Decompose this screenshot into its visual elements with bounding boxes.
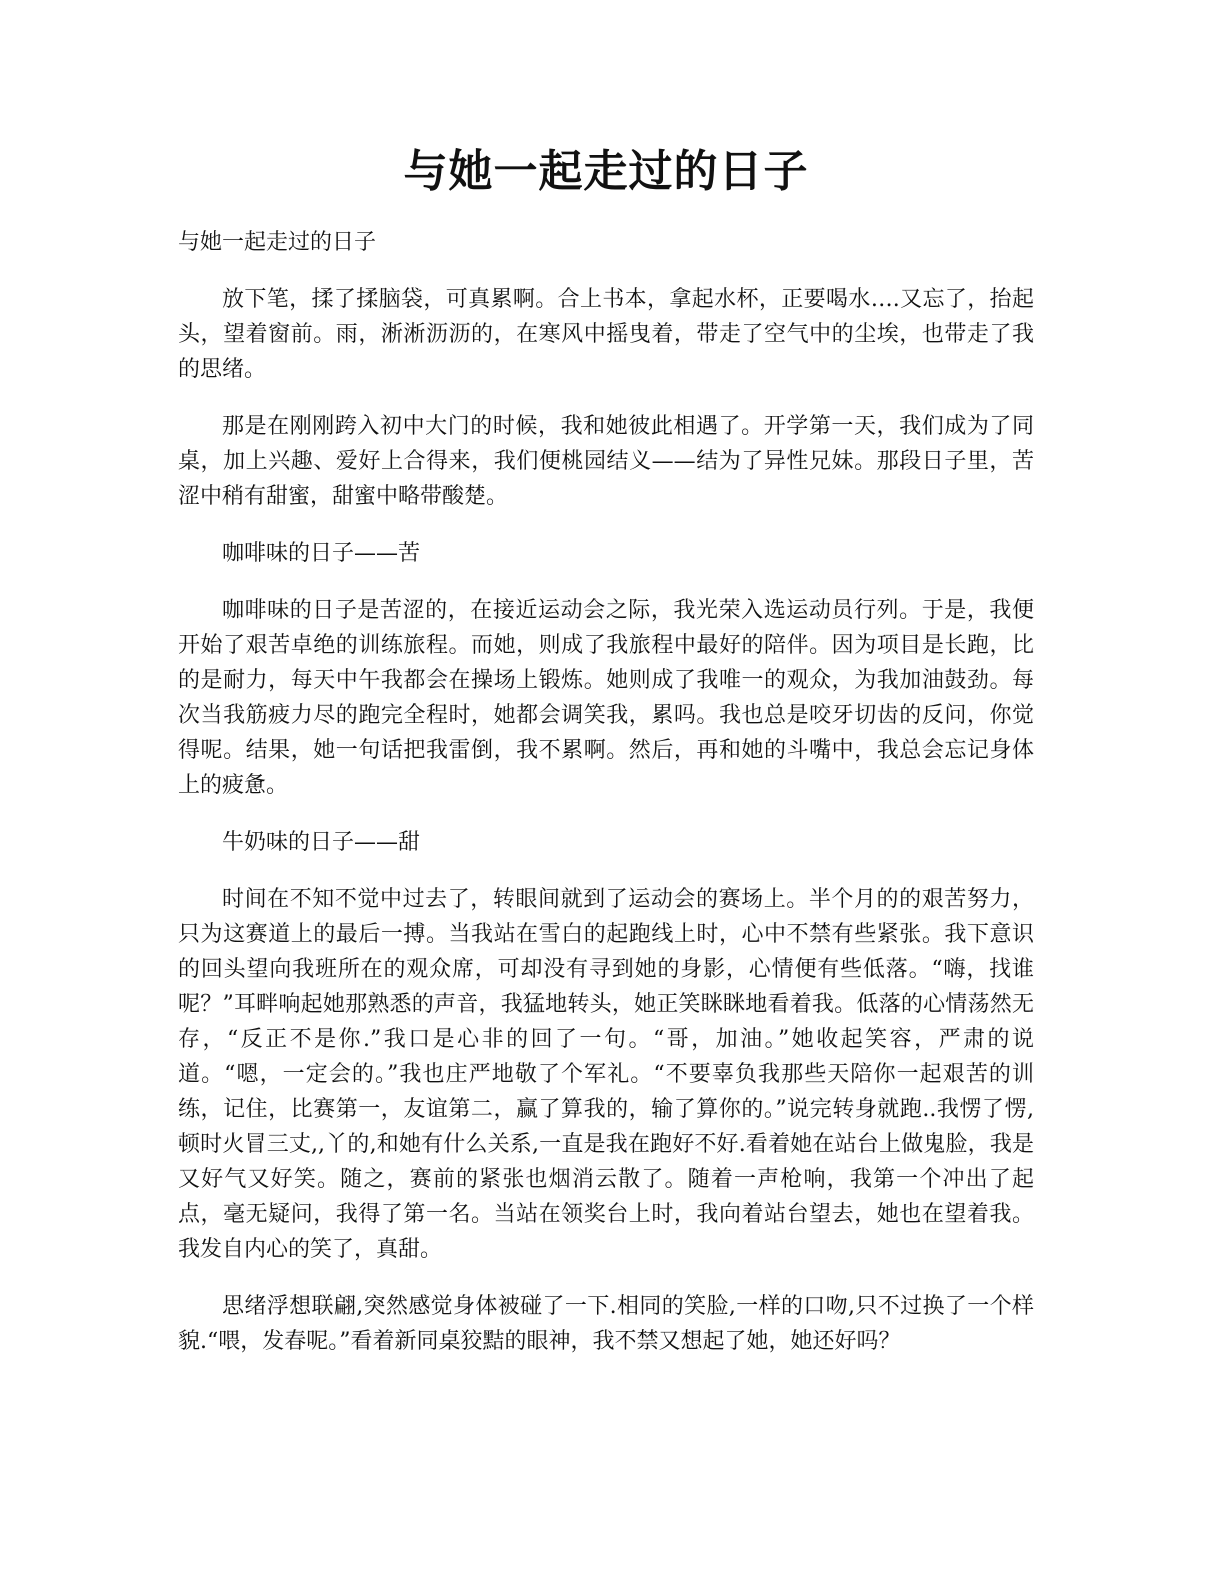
document-title: 与她一起走过的日子 bbox=[403, 146, 809, 197]
paragraph-ending: 思绪浮想联翩,突然感觉身体被碰了一下.相同的笑脸,一样的口吻,只不过换了一个样貌.“喂，发春呢。”看着新同桌狡黠的眼神，我不禁又想起了她，她还好吗？ bbox=[178, 1294, 1034, 1354]
paragraph-meeting: 那是在刚刚跨入初中大门的时候，我和她彼此相遇了。开学第一天，我们成为了同桌，加上兴趣、爱好上合得来，我们便桃园结义——结为了异性兄妹。那段日子里，苦涩中稍有甜蜜，甜蜜中略带酸楚。 bbox=[178, 414, 1034, 509]
document-page bbox=[178, 140, 1034, 1381]
paragraph-coffee: 咖啡味的日子是苦涩的，在接近运动会之际，我光荣入选运动员行列。于是，我便开始了艰苦卓绝的训练旅程。而她，则成了我旅程中最好的陪伴。因为项目是长跑，比的是耐力，每天中午我都会在操场上锻炼。她则成了我唯一的观众，为我加油鼓劲。每次当我筋疲力尽的跑完全程时，她都会调笑我，累吗。我也总是咬牙切齿的反问，你觉得呢。结果，她一句话把我雷倒，我不累啊。然后，再和她的斗嘴中，我总会忘记身体上的疲惫。 bbox=[178, 598, 1034, 798]
section-heading-coffee: 咖啡味的日子——苦 bbox=[222, 541, 421, 566]
section-heading-milk: 牛奶味的日子——甜 bbox=[222, 830, 421, 855]
paragraph-milk: 时间在不知不觉中过去了，转眼间就到了运动会的赛场上。半个月的的艰苦努力，只为这赛道上的最后一搏。当我站在雪白的起跑线上时，心中不禁有些紧张。我下意识的回头望向我班所在的观众席，可却没有寻到她的身影，心情便有些低落。“嗨，找谁呢？”耳畔响起她那熟悉的声音，我猛地转头，她正笑眯眯地看着我。低落的心情荡然无存，“反正不是你.”我口是心非的回了一句。“哥，加油。”她收起笑容，严肃的说道。“嗯，一定会的。”我也庄严地敬了个军礼。“不要辜负我那些天陪你一起艰苦的训练，记住，比赛第一，友谊第二，赢了算我的，输了算你的。”说完转身就跑..我愣了愣,顿时火冒三丈,,丫的,和她有什么关系,一直是我在跑好不好.看着她在站台上做鬼脸，我是又好气又好笑。随之，赛前的紧张也烟消云散了。随着一声枪响，我第一个冲出了起点，毫无疑问，我得了第一名。当站在领奖台上时，我向着站台望去，她也在望着我。我发自内心的笑了，真甜。 bbox=[178, 887, 1034, 1262]
paragraph-intro: 放下笔，揉了揉脑袋，可真累啊。合上书本，拿起水杯，正要喝水….又忘了，抬起头，望着窗前。雨，淅淅沥沥的，在寒风中摇曳着，带走了空气中的尘埃，也带走了我的思绪。 bbox=[178, 287, 1034, 382]
document-subtitle: 与她一起走过的日子 bbox=[178, 230, 377, 255]
